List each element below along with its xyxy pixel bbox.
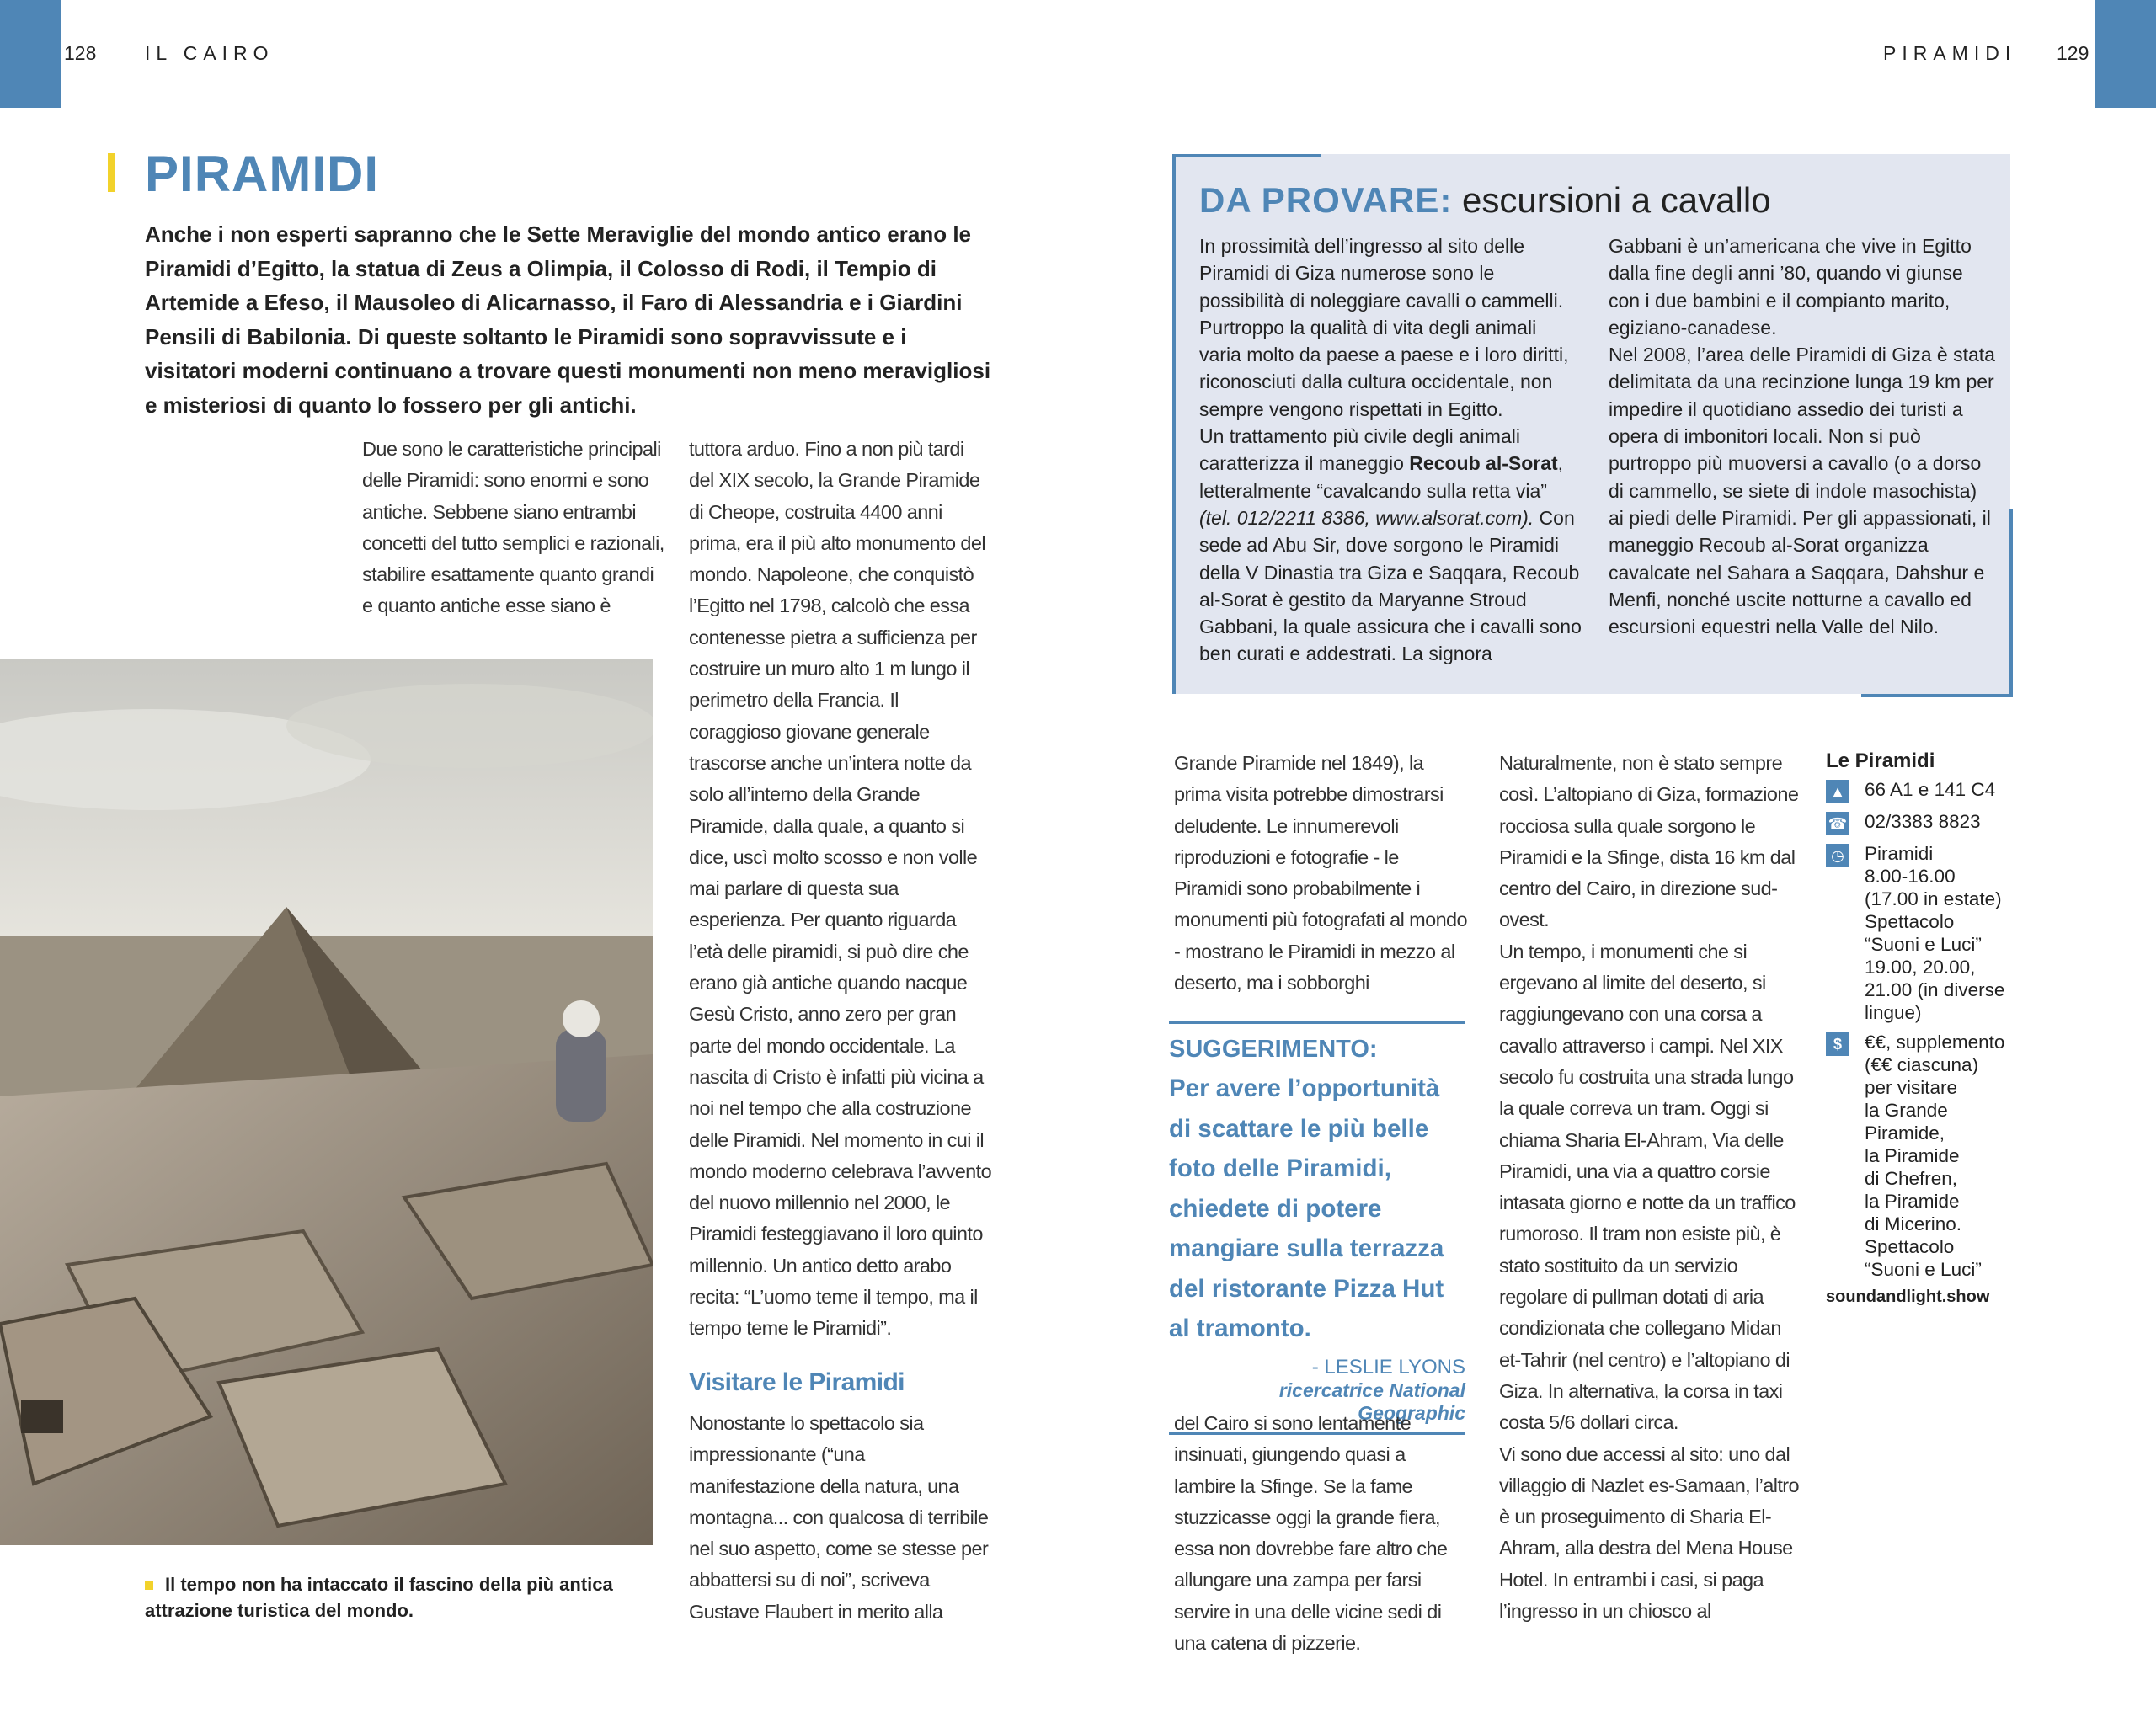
tip-author: - LESLIE LYONS [1311,1355,1465,1378]
body-text: Grande Piramide nel 1849), la prima visita potrebbe dimostrarsi deludente. Le innumerevoli riproduzioni e fotografie - le Piramidi sono probabilmente i monumenti più fotografati al mondo - mostrano le Piramidi in mezzo al deserto, ma i sobborghi [1174,752,1467,994]
tip-box [1169,1021,1465,1435]
page-title: PIRAMIDI [145,146,379,202]
phone-icon: ☎ [1826,812,1849,835]
box-border-bottom [1861,694,2013,697]
caption-marker [145,1581,153,1590]
tip-heading: SUGGERIMENTO: [1169,1036,1378,1063]
body-column-4 [1499,748,1802,1627]
map-icon: ▲ [1826,780,1849,803]
body-text: Vi sono due accessi al sito: uno dal villaggio di Nazlet es-Samaan, l’altro è un proseguimento di Sharia El-Ahram, alla destra del Mena House Hotel. In entrambi i casi, si paga l’ingresso in un chiosco al [1499,1442,1799,1623]
box-text: Gabbani è un’americana che vive in Egitto dalla fine degli anni ’80, quando vi giunse con i due bambini e il compianto marito, egiziano-canadese. [1609,235,1972,339]
visit-text: Nonostante lo spettacolo sia impressionante (“una manifestazione della natura, una montagna... con qualcosa di terribile nel suo aspetto, come se stesse per abbattersi su di noi”, scriveva Gustave Flaubert in merito alla [689,1411,989,1623]
dollar-icon: $ [1826,1032,1849,1056]
box-text: In prossimità dell’ingresso al sito delle Piramidi di Giza numerose sono le possibilità di noleggiare cavalli o cammelli. Purtroppo la qualità di vita degli animali varia molto da paese a paese e i loro diritti, riconosciuti dalla cultura occidentale, non sempre vengono rispettati in Egitto. [1199,235,1569,420]
box-border-right [2009,509,2013,697]
page-tab-left [0,0,61,108]
info-panel [1826,749,2036,1307]
body-text: Due sono le caratteristiche principali delle Piramidi: sono enormi e sono antiche. Sebbene siano entrambi concetti del tutto semplici e razionali, stabilire esattamente quanto grandi e quanto antiche esse siano è [362,438,664,617]
info-title: Le Piramidi [1826,749,1935,772]
intro-paragraph: Anche i non esperti sapranno che le Sette Meraviglie del mondo antico erano le Piramidi d’Egitto, la statua di Zeus a Olimpia, il Colosso di Rodi, il Tempio di Artemide a Efeso, il Mausoleo di Alicarnasso, il Faro di Alessandria e i Giardini Pensili di Babilonia. Di queste soltanto le Piramidi sono sopravvissute e i visitatori moderni continuano a trovare questi monumenti non meno meravigliosi e misteriosi di quanto lo fossero per gli antichi. [145,221,991,418]
box-text: Nel 2008, l’area delle Piramidi di Giza è stata delimitata da una recinzione lunga 19 km per impedire il quotidiano assedio dei turisti a opera di imbonitori locali. Non si può purtroppo più muoversi a cavallo (o a dorso di cammello, se siete di indole masochista) ai piedi delle Piramidi. Per gli appassionati, il maneggio Recoub al-Sorat organizza cavalcate nel Sahara a Saqqara, Dahshur e Menfi, nonché uscite notturne a cavallo ed escursioni equestri nella Valle del Nilo. [1609,344,1995,638]
body-text: del Cairo si sono lentamente insinuati, giungendo quasi a lambire la Sfinge. Se la fame stuzzicasse oggi la grande fiera, essa non dovrebbe fare altro che allungare una zampa per farsi servire in una delle vicine sedi di una catena di pizzerie. [1174,1412,1448,1655]
info-hours: Piramidi 8.00-16.00 (17.00 in estate) Spettacolo “Suoni e Luci” 19.00, 20.00, 21.00 (in diverse lingue) [1865,843,2005,1023]
info-price-row [1826,1031,2036,1281]
info-hours-row [1826,842,2036,1024]
body-text: tuttora arduo. Fino a non più tardi del XIX secolo, la Grande Piramide di Cheope, costruita 4400 anni prima, era il più alto monumento del mondo. Napoleone, che conquistò l’Egitto nel 1798, calcolò che essa contenesse pietra a sufficienza per costruire un muro alto 1 m lungo il perimetro della Francia. Il coraggioso giovane generale trascorse anche un’intera notte da solo all’interno della Grande Piramide, dalla quale, a quanto si dice, uscì molto scosso e non volle mai parlare di questa sua esperienza. Per quanto riguarda l’età delle piramidi, si può dire che erano già antiche quando nacque Gesù Cristo, anno zero per gran parte del mondo occidentale. La nascita di Cristo è infatti più vicina a noi nel tempo che alla costruzione delle Piramidi. Nel momento in cui il mondo moderno celebrava l’avvento del nuovo millennio nel 2000, le Piramidi festeggiavano il loro quinto millennio. Un antico detto arabo recita: “L’uomo teme il tempo, ma il tempo teme le Piramidi”. [689,438,992,1340]
info-map-row [1826,778,2036,803]
pyramid-photo [0,659,653,1545]
info-price: €€, supplemento (€€ ciascuna) per visitare la Grande Piramide, la Piramide di Chefren, la Piramide di Micerino. Spettacolo “Suoni e Luci” [1865,1032,2005,1280]
box-border-left [1172,154,1176,694]
body-column-3b [1174,1408,1469,1659]
box-text: Un trattamento più civile degli animali caratterizza il maneggio Recoub al-Sorat, letteralmente “cavalcando sulla retta via” (tel. 012/2211 8386, www.alsorat.com). Con sede ad Abu Sir, dove sorgono le Piramidi della V Dinastia tra Giza e Saqqara, Recoub al-Sorat è gestito da Maryanne Stroud Gabbani, la quale assicura che i cavalli sono ben curati e addestrati. La signora [1199,425,1582,665]
box-column-1 [1199,232,1582,668]
photo-caption: Il tempo non ha intaccato il fascino della più antica attrazione turistica del mondo. [145,1574,613,1621]
tip-role: ricercatrice National Geographic [1278,1378,1465,1424]
running-head-left: IL CAIRO [145,42,275,64]
box-column-2 [1609,232,1996,640]
body-column-1 [362,434,665,622]
box-border-top [1172,154,1321,157]
clock-icon: ◷ [1826,844,1849,867]
body-column-2 [689,434,992,1628]
body-text: Naturalmente, non è stato sempre così. L’altopiano di Giza, formazione rocciosa sulla quale sorgono le Piramidi e la Sfinge, dista 16 km dal centro del Cairo, in direzione sud-ovest. [1499,752,1799,931]
info-map: 66 A1 e 141 C4 [1865,779,1996,800]
running-head-right: PIRAMIDI [1883,42,2017,64]
visit-heading: Visitare le Piramidi [689,1368,905,1396]
tip-text: Per avere l’opportunità di scattare le più belle foto delle Piramidi, chiedete di potere mangiare sulla terrazza del ristorante Pizza Hut al tramonto. [1169,1074,1444,1342]
page-tab-right [2095,0,2156,108]
info-phone: 02/3383 8823 [1865,811,1981,832]
info-phone-row [1826,810,2036,835]
page-number-right: 129 [2057,42,2089,64]
box-title: DA PROVARE: escursioni a cavallo [1199,180,1771,220]
body-text: Un tempo, i monumenti che si ergevano al limite del deserto, si raggiungevano con una corsa a cavallo attraverso i campi. Nel XIX secolo fu costruita una strada lungo la quale correva un tram. Oggi si chiama Sharia El-Ahram, Via delle Piramidi, una via a quattro corsie intasata giorno e notte da un traffico rumoroso. Il tram non esiste più, è stato sostituito da un servizio regolare di pullman dotati di aria condizionata che collegano Midan et-Tahrir (nel centro) e l’altopiano di Giza. In alternativa, la corsa in taxi costa 5/6 dollari circa. [1499,940,1796,1434]
body-column-3 [1174,748,1469,999]
info-website-link[interactable]: soundandlight.show [1826,1288,1990,1306]
page-number-left: 128 [64,42,97,64]
tip-rule-top [1169,1021,1465,1024]
title-accent-bar [108,153,115,192]
